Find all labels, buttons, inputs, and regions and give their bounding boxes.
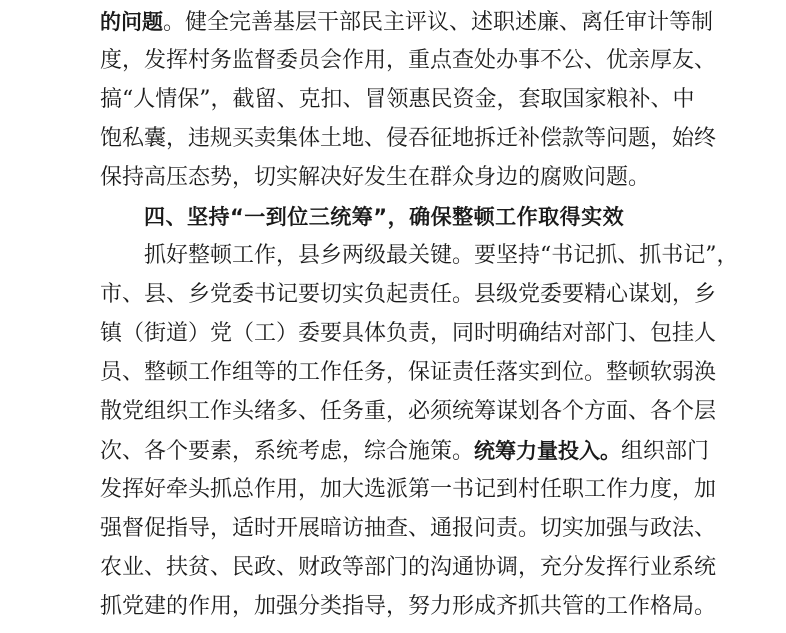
text-line [100, 3, 714, 41]
text-span: 市、县、乡党委书记要切实负起责任。县级党委要精心谋划，乡 [100, 282, 717, 307]
text-span: 抓好整顿工作，县乡两级最关键。要坚持“书记抓、抓书记”， [144, 243, 739, 268]
text-span: 散党组织工作头绪多、任务重，必须统筹谋划各个方面、各个层 [100, 399, 717, 424]
text-line [100, 510, 717, 548]
text-line [100, 159, 686, 197]
text-span: 饱私囊，违规买卖集体土地、侵吞征地拆迁补偿款等问题，始终 [100, 126, 717, 151]
heading-text: 四、坚持“一到位三统筹”，确保整顿工作取得实效 [144, 205, 625, 229]
text-span: 农业、扶贫、民政、财政等部门的沟通协调，充分发挥行业系统 [100, 555, 717, 580]
text-line [100, 42, 717, 80]
text-line [100, 549, 717, 587]
section-heading [144, 198, 624, 236]
text-span: 员、整顿工作组等的工作任务，保证责任落实到位。整顿软弱涣 [100, 360, 717, 385]
text-line [100, 471, 717, 509]
text-span: 强督促指导，适时开展暗访抽查、通报问责。切实加强与政法、 [100, 516, 717, 541]
text-span: 抓党建的作用，加强分类指导，努力形成齐抓共管的工作格局。 [100, 594, 717, 619]
text-span: 保持高压态势，切实解决好发生在群众身边的腐败问题。 [100, 165, 651, 190]
text-line [100, 588, 717, 626]
paragraph-first-line [144, 237, 739, 275]
text-line [100, 120, 717, 158]
text-span: 组织部门 [621, 439, 710, 464]
text-line [100, 315, 717, 353]
text-span: 搞“人情保”，截留、克扣、冒领惠民资金，套取国家粮补、中 [100, 87, 695, 112]
text-span: 。健全完善基层干部民主评议、述职述廉、离任审计等制 [163, 10, 714, 35]
text-line [100, 432, 710, 470]
bold-phrase: 的问题 [100, 10, 163, 34]
text-span: 镇（街道）党（工）委要具体负责，同时明确结对部门、包挂人 [100, 321, 717, 346]
text-span: 次、各个要素，系统考虑，综合施策。 [100, 439, 475, 464]
text-span: 度，发挥村务监督委员会作用，重点查处办事不公、优亲厚友、 [100, 48, 717, 73]
text-line [100, 276, 717, 314]
text-span: 发挥好牵头抓总作用，加大选派第一书记到村任职工作力度，加 [100, 477, 717, 502]
bold-phrase: 统筹力量投入。 [474, 439, 622, 463]
text-line [100, 393, 717, 431]
text-line [100, 354, 717, 392]
text-line [100, 81, 695, 119]
